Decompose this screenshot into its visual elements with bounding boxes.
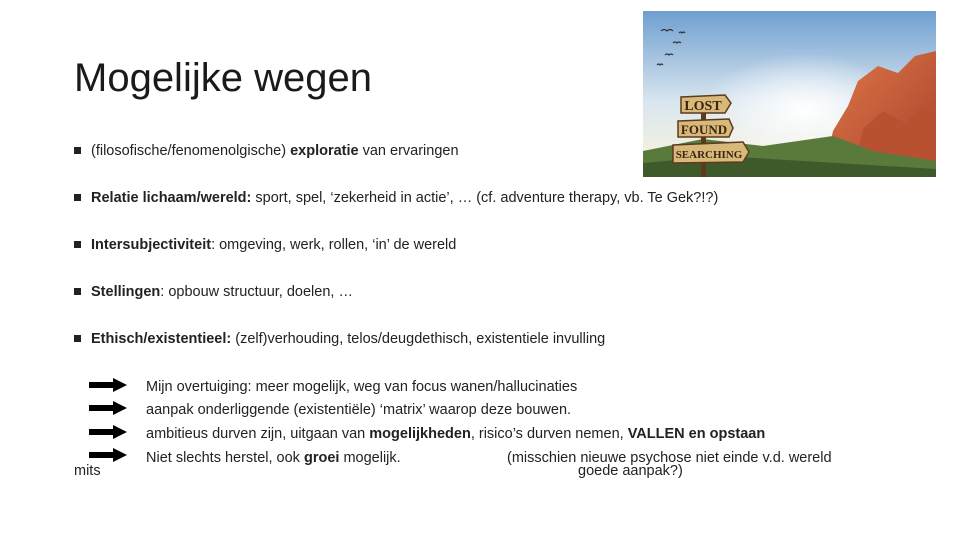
svg-text:LOST: LOST — [684, 99, 722, 114]
bullet-square-icon — [74, 241, 81, 248]
sign-searching — [673, 142, 749, 163]
right-arrow-icon — [89, 448, 127, 462]
bullet-square-icon — [74, 288, 81, 295]
bullet-square-icon — [74, 335, 81, 342]
mits-label: mits — [74, 463, 101, 479]
aside-note-line2: goede aanpak?) — [578, 463, 683, 479]
bullet-item: (filosofische/fenomenolgische) exploratie van ervaringen — [74, 143, 459, 159]
right-arrow-icon — [89, 401, 127, 415]
svg-text:FOUND: FOUND — [680, 122, 728, 137]
conclusion-line: Niet slechts herstel, ook groei mogelijk. — [146, 450, 401, 466]
bullet-item: Relatie lichaam/wereld: sport, spel, ‘zekerheid in actie’, … (cf. adventure therapy, vb. Te Gek?!?) — [74, 190, 718, 206]
bullet-square-icon — [74, 194, 81, 201]
lost-found-searching-photo — [643, 11, 936, 177]
bullet-item: Ethisch/existentieel: (zelf)verhouding, telos/deugdethisch, existentiele invulling — [74, 331, 605, 347]
conclusion-line: aanpak onderliggende (existentiële) ‘matrix’ waarop deze bouwen. — [146, 402, 572, 418]
bullet-item: Stellingen: opbouw structuur, doelen, … — [74, 284, 353, 300]
svg-text:SEARCHING: SEARCHING — [675, 149, 743, 161]
conclusion-line: ambitieus durven zijn, uitgaan van mogelijkheden, risico’s durven nemen, VALLEN en opstaan — [146, 426, 766, 442]
sign-found — [678, 119, 733, 137]
bullet-square-icon — [74, 147, 81, 154]
aside-note-line1: (misschien nieuwe psychose niet einde v.d. wereld — [507, 450, 832, 466]
slide-title: Mogelijke wegen — [74, 56, 372, 100]
bullet-item: Intersubjectiviteit: omgeving, werk, rollen, ‘in’ de wereld — [74, 237, 456, 253]
right-arrow-icon — [89, 378, 127, 392]
conclusion-line: Mijn overtuiging: meer mogelijk, weg van focus wanen/hallucinaties — [146, 379, 578, 395]
sign-lost — [681, 95, 731, 114]
right-arrow-icon — [89, 425, 127, 439]
